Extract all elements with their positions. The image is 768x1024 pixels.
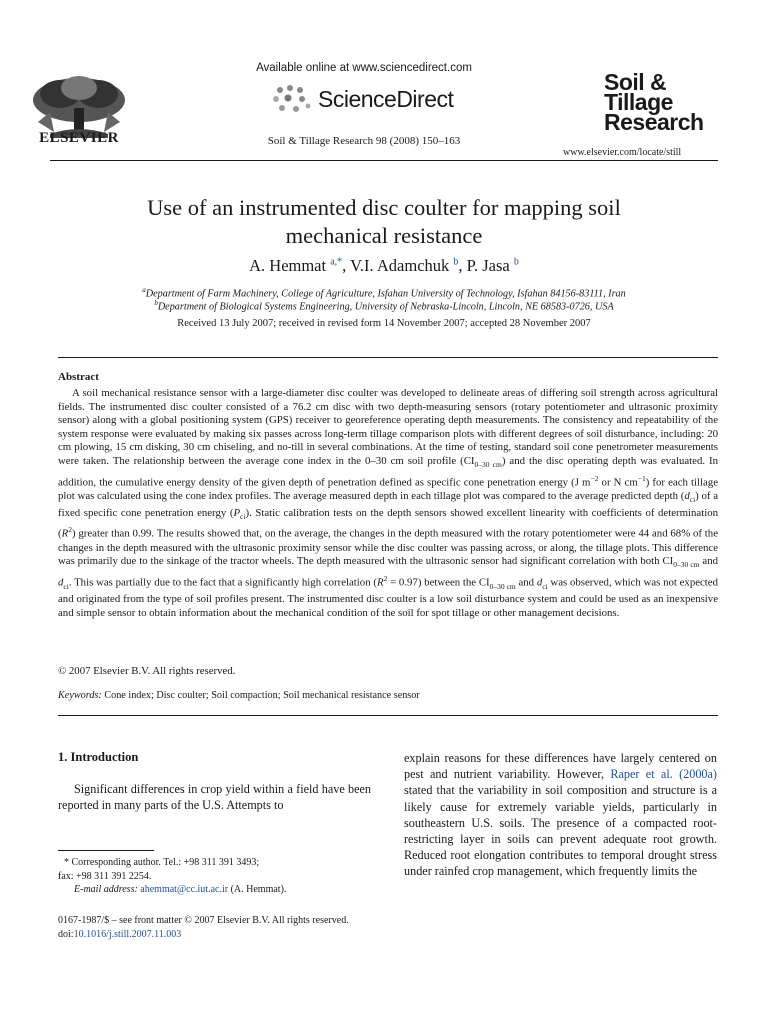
affiliation-text: Department of Farm Machinery, College of Agriculture, Isfahan University of Technology, Isfahan 84156-83111, Iran [145,288,626,300]
author-affiliation-marker[interactable]: b [453,256,459,268]
affiliation [0,286,768,299]
email-link[interactable]: ahemmat@cc.iut.ac.ir [140,884,229,895]
copyright-notice: © 2007 Elsevier B.V. All rights reserved. [58,665,236,677]
publisher-name: ELSEVIER [39,130,119,146]
section-heading-introduction: 1. Introduction [58,750,139,764]
journal-brand-line-1: Soil & [604,69,667,95]
doi-link[interactable]: 10.1016/j.still.2007.11.003 [73,929,182,940]
affiliation-marker: b [154,299,158,307]
author-name: V.I. Adamchuk [350,256,450,275]
author-affiliation-marker[interactable]: a,* [330,256,343,268]
corresponding-author-footnote [58,856,378,897]
affiliation-text: Department of Biological Systems Engineering, University of Nebraska-Lincoln, Lincoln, NE 68583-0726, USA [157,301,614,313]
footnote-line: fax: +98 311 391 2254. [58,870,152,882]
journal-brand-line-3: Research [604,109,704,135]
keywords [58,690,420,701]
journal-citation: Soil & Tillage Research 98 (2008) 150–163 [267,135,461,147]
header-divider [50,160,718,161]
journal-url[interactable]: www.elsevier.com/locate/still [563,147,682,158]
author-name: P. Jasa [466,256,510,275]
footnote-rule [58,850,154,851]
intro-paragraph-left: Significant differences in crop yield within a field have been reported in many parts of the U.S. Attempts to [58,782,371,813]
keywords-label: Keywords: [58,690,102,701]
issn-line: 0167-1987/$ – see front matter © 2007 Elsevier B.V. All rights reserved. [58,915,349,926]
abstract-top-rule [58,357,718,358]
doi-line: doi:10.1016/j.still.2007.11.003 [58,929,182,940]
citation-link[interactable]: Raper et al. (2000a) [610,767,717,782]
abstract-bottom-rule [58,715,718,716]
affiliation-marker: a [142,286,146,294]
author-name: A. Hemmat [249,256,327,275]
author-list: A. Hemmat $^{a,*}$, V.I. Adamchuk $^b$, P. Jasa $^b$ [249,256,519,275]
sciencedirect-wordmark: ScienceDirect [318,86,454,112]
abstract-text: A soil mechanical resistance sensor with a large-diameter disc coulter was developed to delineate areas of differing soil strength across agricultural fields. The instrumented disc coulter consisted of a 76.2 cm disc with two depth-measuring sensors (rotary potentiometer and ultrasonic proximity sensor) along with a global positioning system (GPS) receiver to georeference operating depth measurements. The consistency and repeatability of the system response were evaluated by making six passes across long-term tillage comparison plots with different degrees of soil disturbance, including: 20 cm plowing, 15 cm disking, 30 cm chiseling, and no-till in several combinations. At the time of testing, standard soil cone penetrometer measurements were taken. The relationship between the average cone index in the 0–30 cm soil profile $(CI_{0-30 cm})$ and the disc operating depth was evaluated. In addition, the cumulative energy density of the given depth of penetration defined as specific cone penetration energy (J $m^{-2}$ or N $cm^{-1}$) for each tillage plot was calculated using the cone index profiles. The average measured depth in each tillage plot was compared to the average predicted depth $(d_{ci})$ of a fixed specific cone penetration energy $(P_{ci})$. Static calibration tests on the depth sensors showed excellent linearity with coefficients of determination $(R^2)$ greater than 0.99. The results showed that, on the average, the changes in the depth measured with the rotary potentiometer were 44 and 68% of the changes in the depth measured with the ultrasonic proximity sensor while the disc coulter was passing across, or along, the tillage plots. This difference was primarily due to the sinkage of the tractor wheels. The depth measured with the ultrasonic sensor had significant correlation with both $CI_{0-30 cm}$ and $d_{ci}$. This was partially due to the fact that a significantly high correlation $(R^2 = 0.97)$ between the $CI_{0-30 cm}$ and $d_{ci}$ was observed, which was not expected and originated from the type of soil profiles present. The instrumented disc coulter is a low soil disturbance system and could be used as an inexpensive and simple sensor to obtain information about the mechanical condition of the soil for spot tillage or other management decisions. [58,387,719,619]
article-title [40,194,728,250]
front-matter [58,914,458,942]
title-line-1: Use of an instrumented disc coulter for mapping soil [147,195,621,220]
footnote-email: E-mail address: ahemmat@cc.iut.ac.ir (A. Hemmat). [74,884,287,895]
affiliation [0,299,768,312]
intro-paragraph-right: explain reasons for these differences have largely centered on pest and nutrient variability. However, Raper et al. (2000a) stated that the variability in soil composition and structure is a likely cause for extremely variable yields, particularly in southeastern U.S. soils. The presence of a compacted root-restricting layer in soils can prevent adequate root growth. Reduced root elongation contributes to temporal drought stress under rainfed crop management, which frequently limits the [404,751,717,879]
received-dates: Received 13 July 2007; received in revised form 14 November 2007; accepted 28 November 2007 [177,318,591,329]
available-online-text: Available online at www.sciencedirect.com [256,62,472,74]
title-line-2: mechanical resistance [285,223,483,248]
footnote-line: * Corresponding author. Tel.: +98 311 391 3493; [64,857,260,868]
abstract-heading: Abstract [58,371,99,383]
journal-brand-logo [604,69,704,135]
journal-brand-line-2: Tillage [604,89,673,115]
author-affiliation-marker[interactable]: b [513,256,519,268]
keywords-text: Cone index; Disc coulter; Soil compaction; Soil mechanical resistance sensor [104,690,420,701]
